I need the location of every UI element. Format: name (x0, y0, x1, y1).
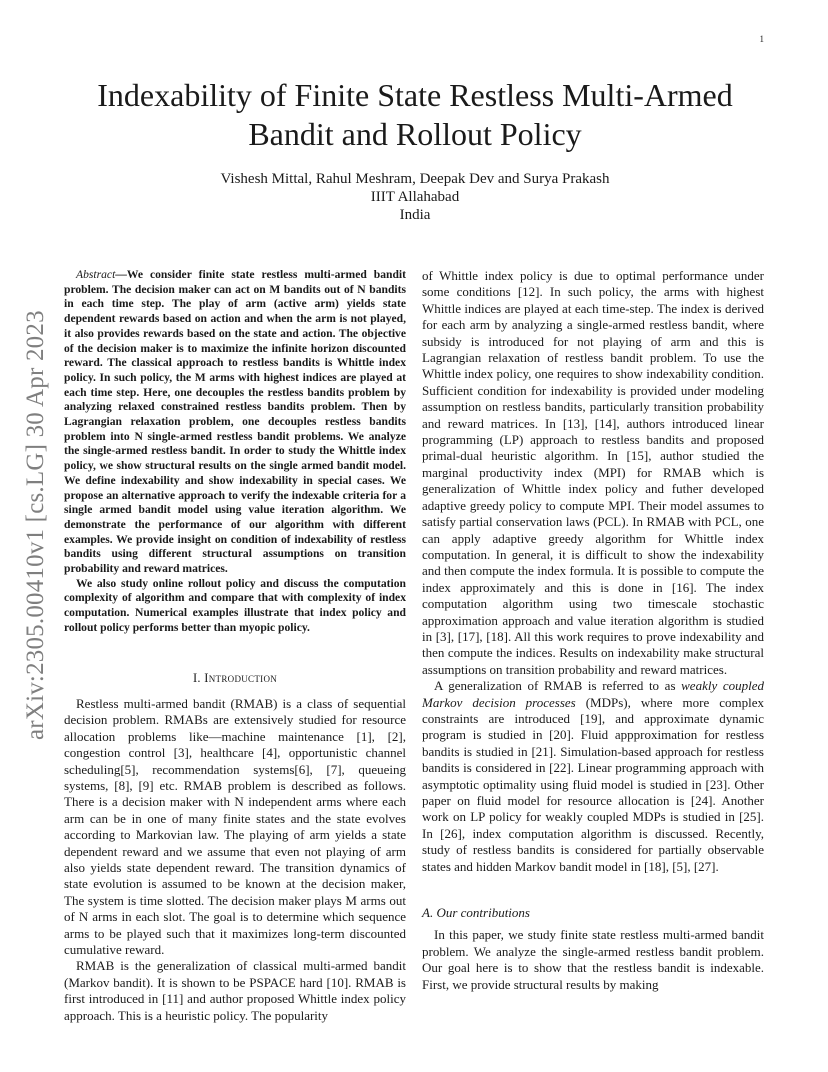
paper-title (80, 76, 750, 154)
p4-start: A generalization of RMAB is referred to as (434, 678, 682, 694)
intro-paragraph-2: RMAB is the generalization of classical multi-armed bandit (Markov bandit). It is shown to be PSPACE hard [10]. RMAB is first introduced in [11] and author proposed Whittle index policy approach. This is a heuristic policy. The popularity (64, 958, 406, 1023)
intro-paragraph-3: of Whittle index policy is due to optimal performance under some conditions [12]. In such policy, the arms with highest Whittle indices are played at each time-step. The index is derived for each arm by analyzing a single-armed restless bandit, where subsidy is introduced for not playing of arm and this is Lagrangian relaxation of restless bandit problem. To use the Whittle index policy, one requires to show indexability condition. Sufficient condition for indexability is provided under modeling assumption on restless bandits, particularly transition probability and reward matrices. In [13], [14], authors introduced linear programming (LP) approach to restless bandits and proposed primal-dual heuristic algorithm. In [15], author studied the marginal productivity index (MPI) for RMAB which is generalization of Whittle index policy and futher developed adaptive greedy policy to compute MPI. Their model assumes to satisfy partial conservation laws (PCL). In RMAB with PCL, one can apply adaptive greedy algorithm for Whittle index computation. In general, it is difficult to show the indexability and then compute the index formula. It is possible to compute the index approximately and this is done in [16]. The index computation algorithm using two timescale stochastic approximation approach and value iteration algorithm is studied in [3], [17], [18]. All this work requires to prove indexability and then compute the indices. Results on indexability make structural assumptions on transition probability and reward matrices. (422, 268, 764, 677)
title-line-2: Bandit and Rollout Policy (248, 116, 582, 152)
contributions-paragraph: In this paper, we study finite state restless multi-armed bandit problem. We analyze the single-armed restless bandit problem. Our goal here is to show that the restless bandit is indexable. First, we provide structural results by making (422, 927, 764, 992)
intro-paragraph-4 (422, 678, 764, 875)
title-line-1: Indexability of Finite State Restless Multi-Armed (97, 77, 733, 113)
subsection-heading-contributions: A. Our contributions (422, 905, 530, 921)
abstract-lead: Abstract (76, 268, 116, 281)
page-number: 1 (759, 34, 764, 44)
section-number: I. (192, 670, 201, 685)
left-column (64, 268, 406, 1024)
affiliation-institute: IIIT Allahabad (370, 189, 460, 205)
right-column (422, 268, 764, 993)
section-title: Introduction (204, 670, 278, 685)
abstract (64, 268, 406, 636)
paper-header (80, 76, 750, 224)
abstract-paragraph-2: We also study online rollout policy and discuss the computation complexity of algorithm and compare that with complexity of index computation. Numerical examples illustrate that index policy and rollout policy performs better than myopic policy. (64, 576, 406, 634)
section-heading-introduction (64, 670, 406, 686)
arxiv-stamp: arXiv:2305.00410v1 [cs.LG] 30 Apr 2023 (22, 310, 49, 740)
intro-paragraph-1: Restless multi-armed bandit (RMAB) is a class of sequential decision problem. RMABs are extensively studied for resource allocation problems like—machine maintenance [1], [2], congestion control [3], healthcare [4], opportunistic channel scheduling[5], recommendation systems[6], [7], queueing systems, [8], [9] etc. RMAB problem is described as follows. There is a decision maker with N independent arms where each arm can be in one of many finite states and the state evolves according to Markovian law. The playing of arm yields a state dependent reward and we assume that even not playing of arm also yields state dependent reward. The transition dynamics of state evolution is assumed to be known at the decision maker, The system is time slotted. The decision maker plays M arms out of N arms in each slot. The goal is to determine which sequence arms to be played such that it maximizes long-term discounted cumulative reward. (64, 695, 406, 958)
abstract-paragraph (64, 268, 406, 577)
authors: Vishesh Mittal, Rahul Meshram, Deepak Dev and Surya Prakash (220, 171, 610, 187)
p4-emphasis: weakly coupled Markov decision processes (422, 678, 765, 710)
abstract-text: —We consider finite state restless multi-armed bandit problem. The decision maker can act on M bandits out of N bandits in each time step. The play of arm (active arm) yields state dependent rewards based on action and when the arm is not played, it also provides rewards based on the state and action. The objective of the decision maker is to maximize the infinite horizon discounted reward. The classical approach to restless bandits is Whittle index policy. In such policy, the M arms with highest indices are played at each time step. Here, one decouples the restless bandits problem by analyzing relaxed constrained restless bandits problem. Then by Lagrangian relaxation problem, one decouples restless bandits problem into N single-armed restless bandit problems. We analyze the single-armed restless bandit. In order to study the Whittle index policy, we show structural results on the single armed bandit model. We define indexability and show indexability in special cases. We propose an alternative approach to verify the indexable criteria for a single armed bandit model using value iteration algorithm. We demonstrate the performance of our algorithm with different examples. We provide insight on condition of indexability of restless bandits using different structural assumptions on transition probability and reward matrices. (64, 268, 406, 576)
p4-rest: (MDPs), where more complex constraints are introduced [19], and approximate dynamic program is studied in [20]. Fluid appproximation for restless bandits is studied in [21]. Simulation-based approach for restless bandits is considered in [22]. Linear programming approach with asymptotic optimality using fluid model is studied in [23]. Other paper on fluid model for resource allocation is [24]. Another work on LP policy for weakly coupled MDPs is studied in [25]. In [26], index computation algorithm is discussed. Recently, study of restless bandits is considered for partially observable states and hidden Markov bandit model in [18], [5], [27]. (422, 694, 764, 874)
affiliation-country: India (399, 207, 431, 223)
